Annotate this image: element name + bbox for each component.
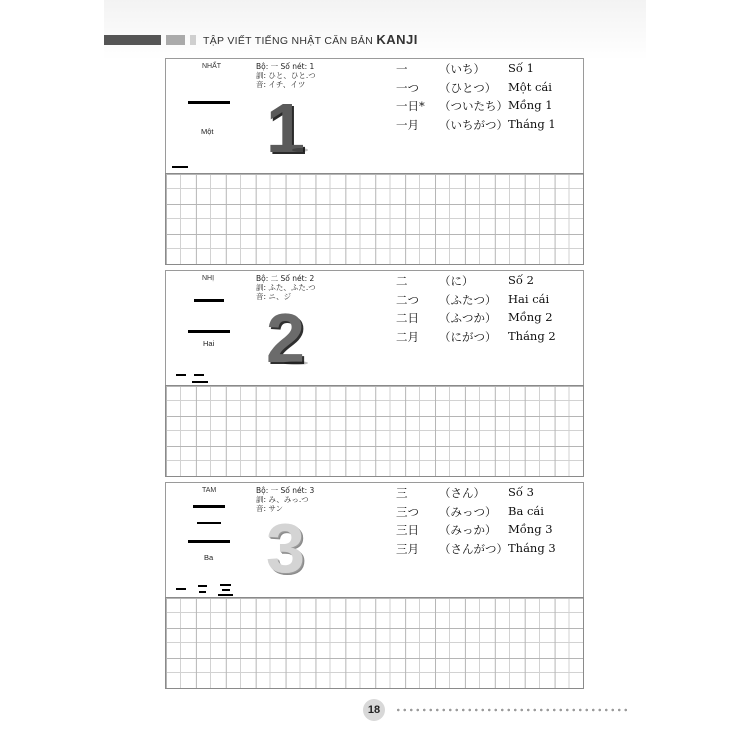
radical-strokes-line: Bộ: 一 Số nét: 3 [256, 486, 315, 495]
meaning-label: Ba [204, 553, 214, 562]
stroke-order [172, 372, 222, 386]
hanviet-label: NHỊ [202, 275, 215, 282]
kanji-glyph-ichi [188, 101, 230, 104]
on-reading-line: 音: イチ、イツ [256, 80, 306, 89]
meaning-label: Một [201, 127, 214, 136]
meaning-label: Hai [203, 339, 215, 348]
header-bar-dark [104, 35, 161, 45]
number-graphic: 3 [266, 509, 305, 587]
header-bar-light [190, 35, 196, 45]
number-shadow [292, 148, 308, 152]
kanji-glyph-san [188, 505, 230, 543]
kun-reading-line: 訓: ひと、ひと.つ [256, 71, 316, 80]
on-reading-line: 音: ニ、ジ [256, 292, 292, 301]
radical-strokes-line: Bộ: 二 Số nét: 2 [256, 274, 315, 283]
number-shadow [284, 361, 308, 365]
stroke-order [172, 584, 252, 598]
hanviet-label: TAM [202, 487, 217, 494]
writing-practice-grid-2[interactable] [165, 385, 584, 477]
footer-dots [395, 708, 630, 712]
stroke-order [172, 160, 202, 174]
kun-reading-line: 訓: ふた、ふた.つ [256, 283, 316, 292]
page-number: 18 [363, 699, 385, 721]
kanji-card-3: TAM Ba Bộ: 一 Số nét: 3 訓: み、みっ.つ 音: サン 3 三 （さん） Số 3 三つ （みっつ） Ba cái 三日 （みっか） Mồng 3 三月 （さんがつ） Tháng 3 [165, 482, 584, 602]
number-graphic: 1 [266, 89, 305, 167]
kanji-info [256, 62, 316, 89]
kanji-card-1: NHẤT Một Bộ: 一 Số nét: 1 訓: ひと、ひと.つ 音: イチ、イツ 1 一 （いち） Số 1 一つ （ひとつ） Một cái 一日* （ついたち） Mồng 1 一月 （いちがつ） Tháng 1 [165, 58, 584, 178]
radical-strokes-line: Bộ: 一 Số nét: 1 [256, 62, 315, 71]
hanviet-label: NHẤT [202, 63, 222, 70]
writing-practice-grid-3[interactable] [165, 597, 584, 689]
kanji-info [256, 274, 316, 301]
writing-practice-grid-1[interactable] [165, 173, 584, 265]
page-header-title: TẬP VIẾT TIẾNG NHẬT CĂN BẢN KANJI [203, 32, 418, 47]
header-bar-mid [166, 35, 185, 45]
on-reading-line: 音: サン [256, 504, 284, 513]
kun-reading-line: 訓: み、みっ.つ [256, 495, 309, 504]
kanji-glyph-ni [188, 299, 230, 333]
number-graphic: 2 [266, 299, 305, 377]
kanji-card-2: NHỊ Hai Bộ: 二 Số nét: 2 訓: ふた、ふた.つ 音: ニ、ジ 2 二 （に） Số 2 二つ （ふたつ） Hai cái 二日 （ふつか） Mồng 2 二月 （にがつ） Tháng 2 [165, 270, 584, 390]
